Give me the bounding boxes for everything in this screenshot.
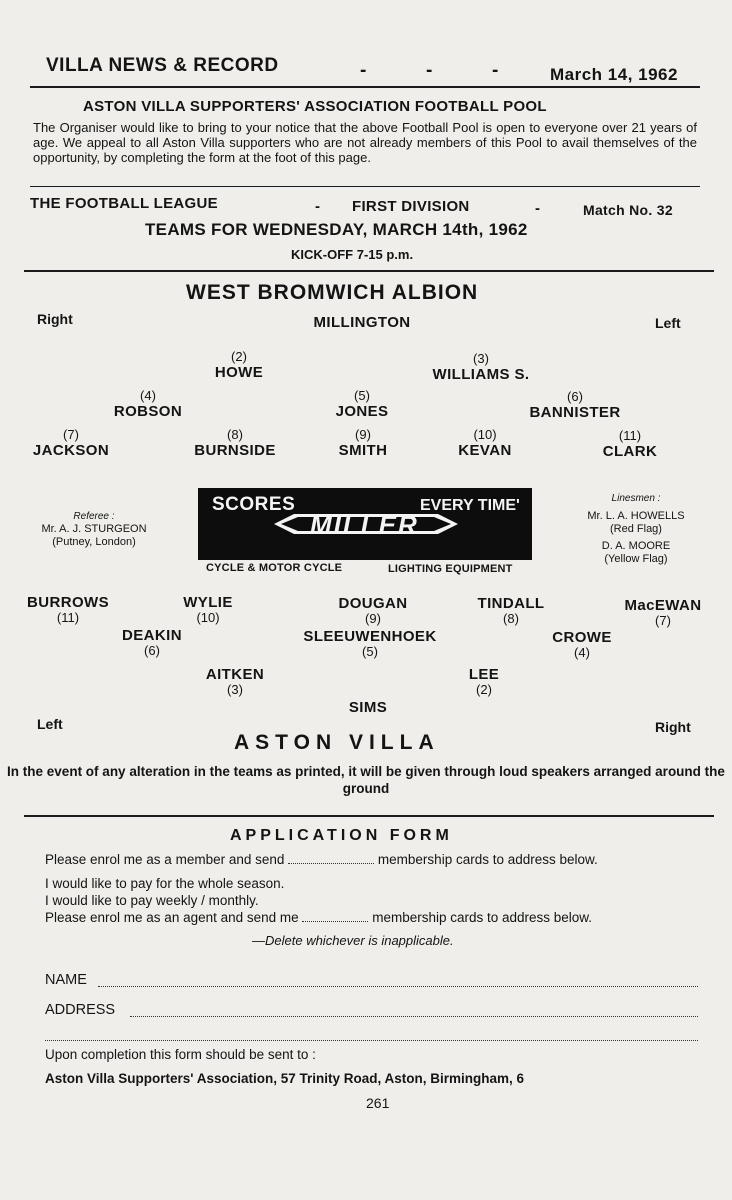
form-line-season: I would like to pay for the whole season. <box>45 876 285 891</box>
away-player-5: SLEEUWENHOEK (5) <box>303 628 437 659</box>
divider <box>30 186 700 187</box>
home-player-3: (3) WILLIAMS S. <box>432 351 530 383</box>
away-player-6: DEAKIN (6) <box>122 627 182 658</box>
match-number: Match No. 32 <box>583 202 673 218</box>
home-team-name: WEST BROMWICH ALBION <box>186 281 479 304</box>
home-player-6: (6) BANNISTER <box>529 389 621 421</box>
header-dash: - <box>492 60 499 81</box>
separator: - <box>315 198 321 215</box>
away-player-1: SIMS <box>348 699 388 716</box>
header-dash: - <box>426 60 433 81</box>
address-field-line2[interactable] <box>45 1040 698 1041</box>
home-left-label: Left <box>655 315 681 331</box>
away-player-10: WYLIE (10) <box>183 594 233 625</box>
agent-cards-field[interactable] <box>302 911 368 922</box>
home-right-label: Right <box>37 311 73 327</box>
address-field[interactable] <box>130 1016 698 1017</box>
home-player-4: (4) ROBSON <box>113 388 183 420</box>
away-player-2: LEE (2) <box>468 666 500 697</box>
teams-date: TEAMS FOR WEDNESDAY, MARCH 14th, 1962 <box>145 220 528 239</box>
cards-count-field[interactable] <box>288 853 374 864</box>
form-title: APPLICATION FORM <box>230 827 453 844</box>
home-player-1: MILLINGTON <box>313 314 411 331</box>
association-address: Aston Villa Supporters' Association, 57 Trinity Road, Aston, Birmingham, 6 <box>45 1071 525 1086</box>
home-player-10: (10) KEVAN <box>458 427 512 459</box>
separator: - <box>535 200 541 217</box>
referee-info <box>41 510 146 549</box>
send-to-label: Upon completion this form should be sent to : <box>45 1047 316 1062</box>
away-team-name: ASTON VILLA <box>234 731 440 754</box>
advert-right-text: EVERY TIME' <box>420 497 520 514</box>
home-player-5: (5) JONES <box>335 388 389 420</box>
home-player-2: (2) HOWE <box>214 349 264 381</box>
name-field[interactable] <box>98 986 698 987</box>
publication-title: VILLA NEWS & RECORD <box>46 55 279 76</box>
away-left-label: Left <box>37 716 63 732</box>
away-player-4: CROWE (4) <box>552 629 612 660</box>
away-player-9: DOUGAN (9) <box>338 595 408 626</box>
advert-sub-right: LIGHTING EQUIPMENT <box>388 563 513 575</box>
away-player-11: BURROWS (11) <box>27 594 109 625</box>
address-label: ADDRESS <box>45 1002 116 1018</box>
home-player-7: (7) JACKSON <box>32 427 110 459</box>
away-player-8: TINDALL (8) <box>477 595 545 626</box>
divider <box>24 270 714 272</box>
miller-advert <box>198 488 532 560</box>
linesman2-flag: (Yellow Flag) <box>604 553 668 565</box>
advert-sub-left: CYCLE & MOTOR CYCLE <box>206 562 343 574</box>
page-number: 261 <box>366 1095 390 1111</box>
linesman1-flag: (Red Flag) <box>610 523 662 535</box>
away-right-label: Right <box>655 719 691 735</box>
linesman2-name: D. A. MOORE <box>601 540 671 552</box>
name-label: NAME <box>45 972 87 988</box>
pool-title: ASTON VILLA SUPPORTERS' ASSOCIATION FOOTBALL POOL <box>83 98 547 115</box>
linesmen-info <box>587 492 684 566</box>
team-change-notice: In the event of any alteration in the teams as printed, it will be given through loud speakers arranged around the ground <box>7 764 725 796</box>
pool-text: The Organiser would like to bring to your notice that the above Football Pool is open to everyone over 21 years of age. We appeal to all Aston Villa supporters who are not already members of this Pool to avail themselves of the opportunity, by completing the form at the foot of this page. <box>33 120 697 165</box>
issue-date: March 14, 1962 <box>550 65 678 84</box>
away-player-3: AITKEN (3) <box>205 666 265 697</box>
linesman1-name: Mr. L. A. HOWELLS <box>587 510 685 522</box>
league-name: THE FOOTBALL LEAGUE <box>30 195 218 212</box>
home-player-9: (9) SMITH <box>338 427 388 459</box>
home-player-11: (11) CLARK <box>602 428 658 460</box>
away-player-7: MacEWAN (7) <box>624 597 702 628</box>
advert-left-text: SCORES <box>212 494 296 515</box>
referee-name: Mr. A. J. STURGEON <box>41 523 147 535</box>
header-dash: - <box>360 60 367 81</box>
linesmen-label: Linesmen : <box>611 493 661 504</box>
home-player-8: (8) BURNSIDE <box>194 427 276 459</box>
form-line-weekly: I would like to pay weekly / monthly. <box>45 893 259 908</box>
division-name: FIRST DIVISION <box>352 198 470 215</box>
delete-note: —Delete whichever is inapplicable. <box>252 933 454 948</box>
form-line-member: Please enrol me as a member and send membership cards to address below. <box>45 852 598 867</box>
divider <box>24 815 714 817</box>
kickoff-time: KICK-OFF 7-15 p.m. <box>291 247 414 262</box>
form-line-agent: Please enrol me as an agent and send me membership cards to address below. <box>45 910 593 925</box>
referee-place: (Putney, London) <box>52 536 136 548</box>
divider <box>30 86 700 88</box>
referee-label: Referee : <box>73 511 115 522</box>
advert-brand: MILLER <box>310 510 419 540</box>
